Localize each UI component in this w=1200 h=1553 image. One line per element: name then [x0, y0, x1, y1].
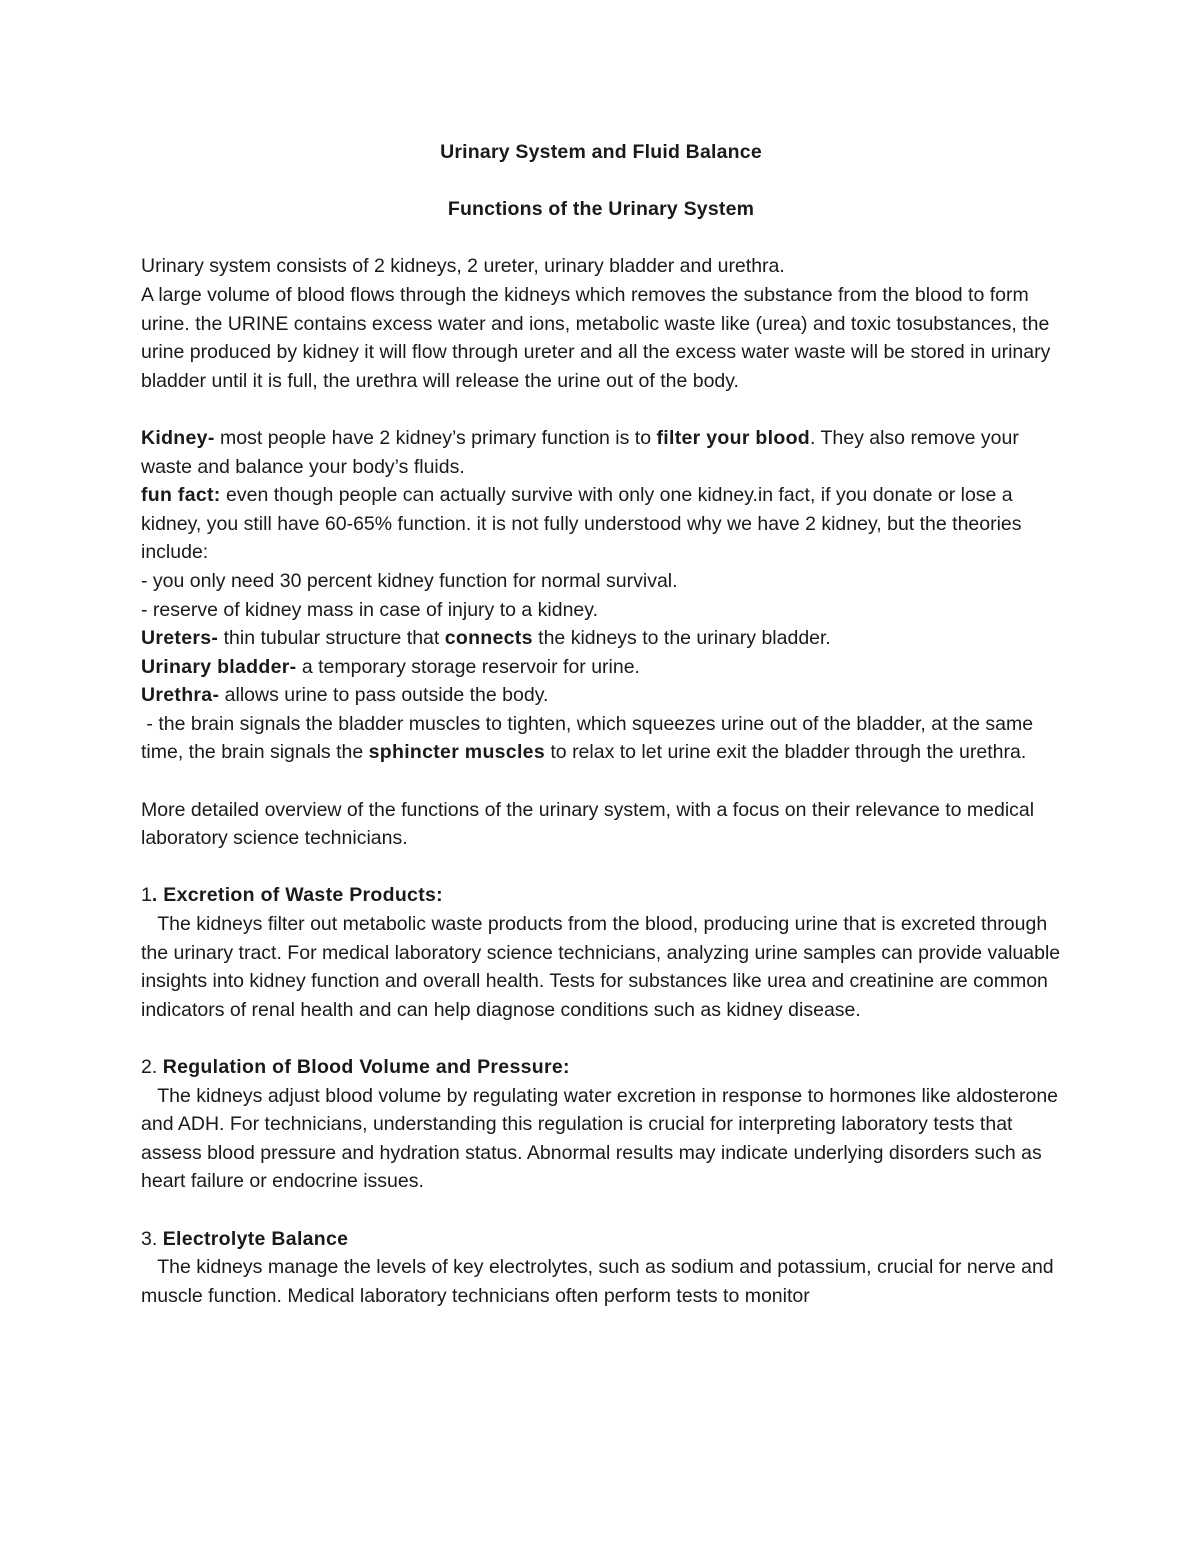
kidney-text-2: . They also remove your waste and balance your body’s fluids. — [141, 426, 1019, 478]
section-number: 2. — [141, 1056, 163, 1078]
spacer — [141, 853, 1061, 882]
section-heading-text: Electrolyte Balance — [162, 1227, 349, 1250]
theory-item: - you only need 30 percent kidney function for normal survival. — [141, 569, 678, 592]
kidney-text-1: most people have 2 kidney’s primary function is to — [214, 426, 657, 449]
section-title: Functions of the Urinary System — [447, 198, 755, 221]
brain-text-2: to relax to let urine exit the bladder through the urethra. — [544, 741, 1027, 764]
section-heading — [141, 881, 1061, 910]
urethra-paragraph — [141, 681, 1061, 710]
document-title: Urinary System and Fluid Balance — [440, 141, 762, 163]
brain-emphasis: sphincter muscles — [368, 741, 545, 764]
spacer — [141, 1196, 1061, 1225]
urethra-label: Urethra- — [141, 684, 220, 707]
bladder-paragraph — [141, 653, 1061, 682]
kidney-paragraph — [141, 424, 1061, 481]
fun-fact-paragraph — [141, 481, 1061, 567]
ureters-paragraph — [141, 624, 1061, 653]
bladder-label: Urinary bladder- — [141, 655, 297, 678]
brain-text-1: - the brain signals the bladder muscles to tighten, which squeezes urine out of the bladder, at the same time, the brain signals the — [141, 712, 1039, 764]
theory-item: - reserve of kidney mass in case of injury to a kidney. — [141, 598, 599, 621]
fun-fact-text: even though people can actually survive with only one kidney.in fact, if you donate or lose a kidney, you still have 60-65% function. it is not fully understood why we have 2 kidney, but the theories include: — [141, 484, 1022, 564]
spacer — [141, 1024, 1061, 1053]
urethra-text: allows urine to pass outside the body. — [219, 684, 549, 707]
spacer — [141, 395, 1061, 424]
kidney-emphasis: filter your blood — [656, 426, 810, 449]
ureters-text-2: the kidneys to the urinary bladder. — [532, 627, 831, 650]
section-heading — [141, 1225, 1061, 1254]
bladder-text: a temporary storage reservoir for urine. — [296, 655, 640, 678]
ureters-text-1: thin tubular structure that — [218, 627, 445, 650]
brain-paragraph — [141, 710, 1061, 767]
fun-fact-label: fun fact: — [141, 484, 221, 507]
ureters-emphasis: connects — [444, 627, 533, 650]
document-body — [141, 138, 1066, 1310]
section-body: The kidneys filter out metabolic waste products from the blood, producing urine that is excreted through the urinary tract. For medical laboratory science technicians, analyzing urine samples can provide valuable insights into kidney function and overall health. Tests for substances like urea and creatinine are common indicators of renal health and can help diagnose conditions such as kidney disease. — [141, 913, 1066, 1021]
kidney-label: Kidney- — [141, 426, 215, 449]
spacer — [141, 767, 1061, 796]
section-body: The kidneys manage the levels of key electrolytes, such as sodium and potassium, crucial for nerve and muscle function. Medical laboratory technicians often perform tests to monitor — [141, 1256, 1060, 1307]
section-number: 3. — [141, 1227, 163, 1250]
ureters-label: Ureters- — [141, 627, 219, 650]
overview-paragraph: More detailed overview of the functions of the urinary system, with a focus on their relevance to medical laboratory science technicians. — [141, 798, 1035, 850]
section-heading — [141, 1053, 1061, 1082]
section-heading-text: Regulation of Blood Volume and Pressure: — [162, 1056, 570, 1078]
section-heading-text: . Excretion of Waste Products: — [151, 884, 443, 907]
intro-paragraph: A large volume of blood flows through the kidneys which removes the substance from the blood to form urine. the URINE contains excess water and ions, metabolic waste like (urea) and toxic tosubstances, the urine produced by kidney it will flow through ureter and all the excess water waste will be stored in urinary bladder until it is full, the urethra will release the urine out of the body. — [141, 283, 1051, 392]
section-number: 1 — [141, 884, 152, 907]
section-body: The kidneys adjust blood volume by regulating water excretion in response to hormones like aldosterone and ADH. For technicians, understanding this regulation is crucial for interpreting laboratory tests that assess blood pressure and hydration status. Abnormal results may indicate underlying disorders such as heart failure or endocrine issues. — [141, 1084, 1064, 1193]
intro-line: Urinary system consists of 2 kidneys, 2 ureter, urinary bladder and urethra. — [141, 255, 785, 278]
